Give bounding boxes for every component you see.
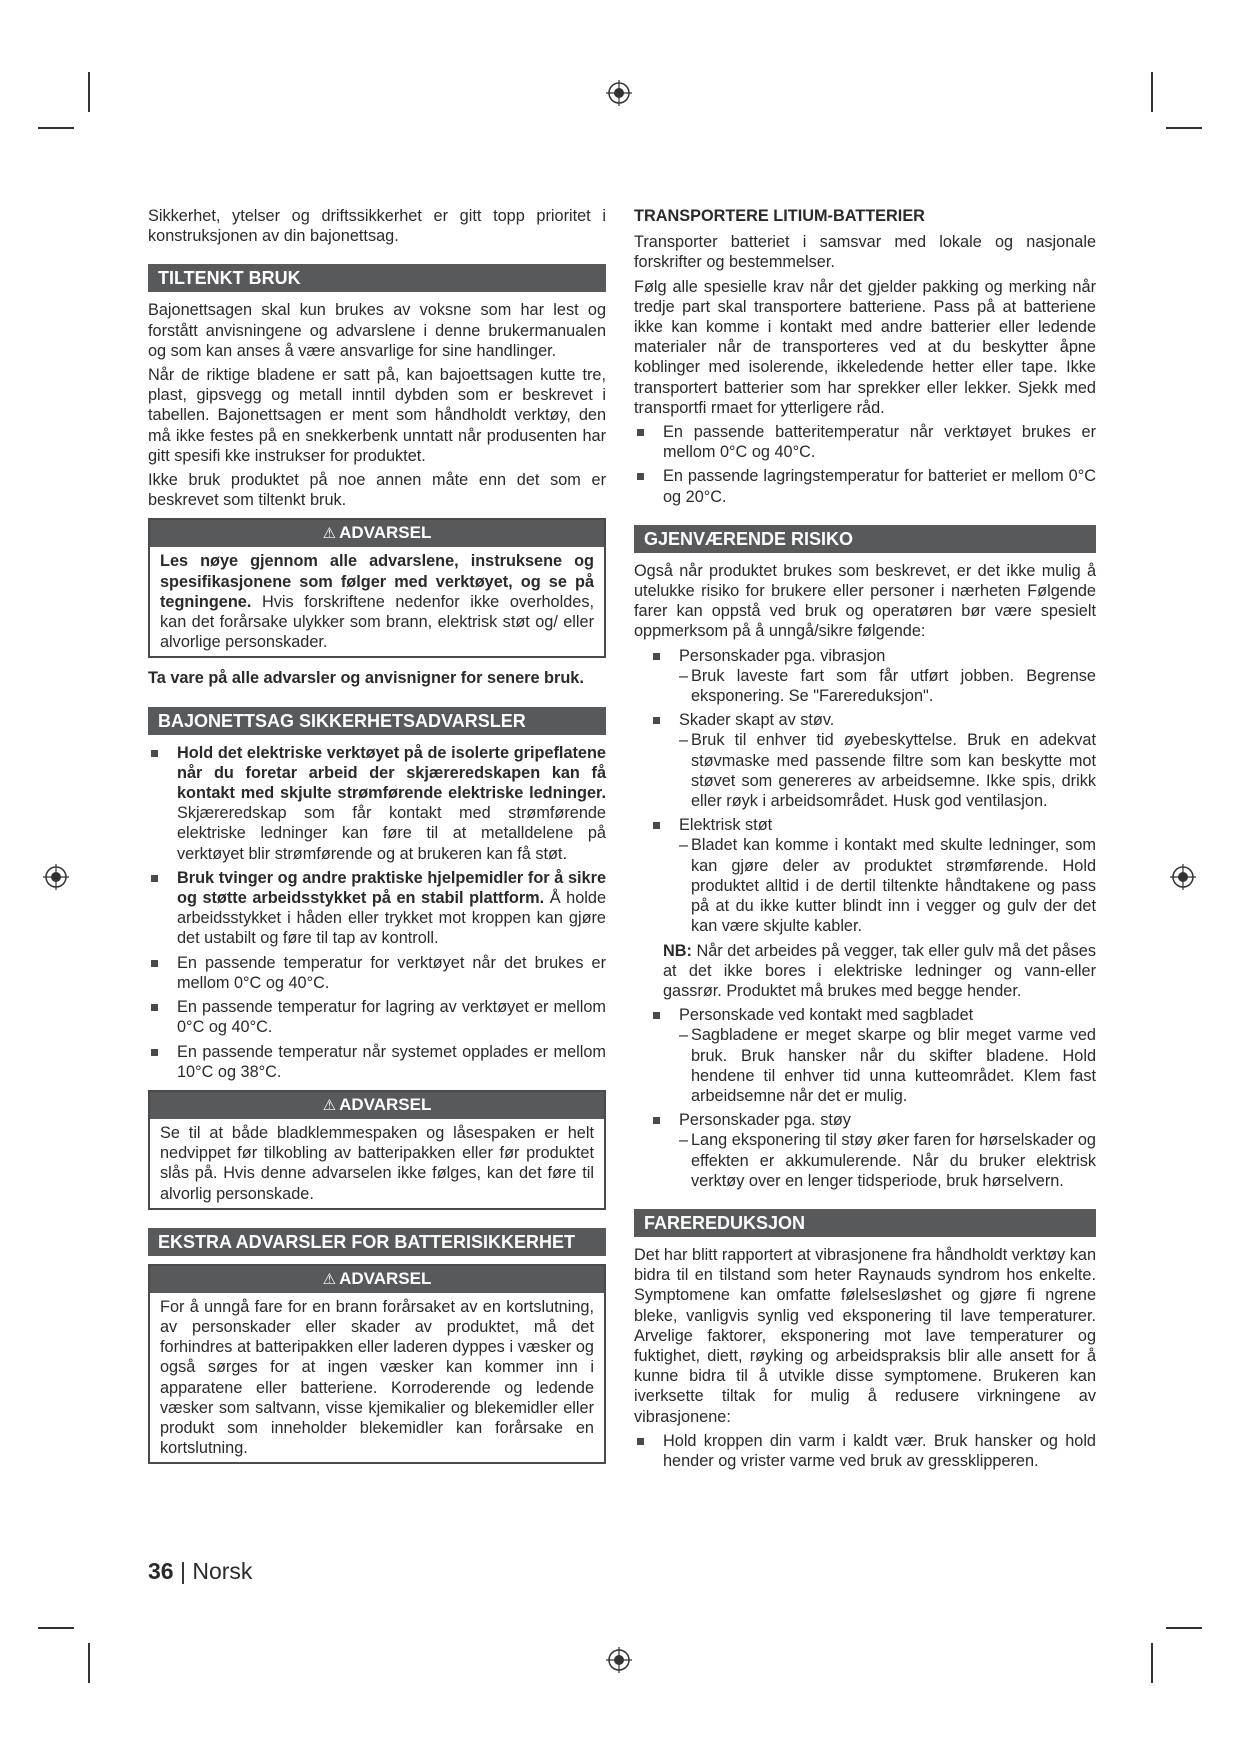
paragraph: Følg alle spesielle krav når det gjelder pakking og merking når tredje part skal transportere batteriene. Pass på at batteriene ikke kan komme i kontakt med andre batterier eller ledende materialer når de transporteres ved at du beskytter åpne koblinger med isolerende, ikkeledende hetter eller tape. Ikke transportert batterier som har sprekker eller lekker. Sjekk med transportfi rmaet for ytterligere råd. — [634, 277, 1096, 417]
warning-header: ⚠ ADVARSEL — [150, 1266, 604, 1293]
warning-header: ⚠ ADVARSEL — [150, 1092, 604, 1119]
heading-transport: TRANSPORTERE LITIUM-BATTERIER — [634, 207, 925, 225]
section-heading-hazard-reduction: FAREREDUKSJON — [634, 1209, 1096, 1237]
list-item: En passende temperatur for lagring av verktøyet er mellom 0°C og 40°C. — [148, 997, 606, 1037]
paragraph: Ikke bruk produktet på noe annen måte enn det som er beskrevet som tiltenkt bruk. — [148, 471, 606, 510]
intro-text: Sikkerhet, ytelser og driftssikkerhet er gitt topp prioritet i konstruksjonen av din bajonettsag. — [148, 207, 606, 246]
section-heading-residual-risk: GJENVÆRENDE RISIKO — [634, 525, 1096, 553]
warning-box: ⚠ ADVARSEL Se til at både bladklemmespaken og låsespaken er helt nedvippet før tilkobling av batteripakken eller før produktet slås på. Hvis denne advarselen ikke følges, kan det føre til alvorlig personskade. — [148, 1090, 606, 1210]
warning-box: ⚠ ADVARSEL Les nøye gjennom alle advarslene, instruksene og spesifikasjonene som følger med verktøyet, og se på tegningene. Hvis forskriftene nedenfor ikke overholdes, kan det forårsake ulykker som brann, elektrisk støt og/ eller alvorlige personskader. — [148, 518, 606, 658]
warning-triangle-icon: ⚠ — [322, 1096, 337, 1114]
page-number: 36 — [148, 1558, 174, 1584]
list-item: Personskader pga. vibrasjon – Bruk laveste fart som får utført jobben. Begrense eksponering. Se "Farereduksjon". — [650, 646, 1096, 707]
paragraph: Også når produktet brukes som beskrevet, er det ikke mulig å utelukke risiko for brukere eller personer i nærheten Følgende farer kan oppstå ved bruk og operatøren bør være spesielt oppmerksom på å unngå/sikre følgende: — [634, 561, 1096, 641]
list-item: Hold det elektriske verktøyet på de isolerte gripeflatene når du foretar arbeid der skjæreredskapen kan få kontakt med skjulte strømførende elektriske ledninger. Skjæreredskap som får kontakt med strømførende elektriske ledninger kan føre til at metalldelene på verktøyet blir strømførende og at brukeren kan få støt. — [148, 743, 606, 864]
paragraph: Bajonettsagen skal kun brukes av voksne som har lest og forstått anvisningene og advarslene i denne brukermanualen og som kan anses å være ansvarlige for sine handlinger. — [148, 301, 606, 360]
crop-mark — [38, 1627, 74, 1629]
crop-mark — [1151, 1643, 1153, 1683]
saw-safety-list — [148, 743, 606, 1082]
list-item: En passende batteritemperatur når verktøyet brukes er mellom 0°C og 40°C. — [634, 422, 1096, 462]
crop-mark — [1166, 1627, 1202, 1629]
section-heading-intended-use: TILTENKT BRUK — [148, 264, 606, 292]
sub-item: – Bruk laveste fart som får utført jobben. Begrense eksponering. Se "Farereduksjon". — [679, 666, 1096, 706]
hazard-list — [634, 1431, 1096, 1471]
nb-note: NB: Når det arbeides på vegger, tak eller gulv må det påses at det ikke bores i elektriske ledninger og vann-eller gassrør. Produktet må brukes med begge hender. — [663, 941, 1096, 1000]
crop-mark — [38, 127, 74, 129]
list-item: En passende temperatur når systemet opplades er mellom 10°C og 38°C. — [148, 1042, 606, 1082]
crop-mark — [88, 72, 90, 112]
paragraph: Det har blitt rapportert at vibrasjonene fra håndholdt verktøy kan bidra til en tilstand som heter Raynauds syndrom hos enkelte. Symptomene kan omfatte følelsesløshet og gjøre fi ngrene bleke, vanligvis synlig ved eksponering til lave temperaturer. Arvelige faktorer, eksponering mot lave temperaturer og fuktighet, diett, røyking og arbeidspraksis blir alle ansett for å kunne bidra til å utvikle disse symptomene. Brukeren kan iverksette tiltak for mulig å redusere virkningene av vibrasjonene: — [634, 1245, 1096, 1426]
section-heading-saw-safety: BAJONETTSAG SIKKERHETSADVARSLER — [148, 707, 606, 735]
section-heading-battery-safety: EKSTRA ADVARSLER FOR BATTERISIKKERHET — [148, 1228, 606, 1256]
list-item: Personskader pga. støy – Lang eksponering til støy øker faren for hørselskader og effekten er akkumulerende. Når du bruker elektrisk verktøy over en lenger tidsperiode, bruk hørselvern. — [650, 1110, 1096, 1191]
warning-triangle-icon: ⚠ — [322, 525, 337, 543]
crop-mark — [1151, 72, 1153, 112]
transport-list — [634, 422, 1096, 507]
sub-item: – Bruk til enhver tid øyebeskyttelse. Bruk en adekvat støvmaske med passende filtre som kan beskytte mot støvet som genereres av arbeidsemne. Ikke spis, drikk eller røyk i arbeidsområdet. Husk god ventilasjon. — [679, 730, 1096, 811]
list-item: En passende lagringstemperatur for batteriet er mellom 0°C og 20°C. — [634, 466, 1096, 506]
page-footer: 36 | Norsk — [148, 1558, 253, 1584]
list-item: Bruk tvinger og andre praktiske hjelpemidler for å sikre og støtte arbeidsstykket på en stabil plattform. Å holde arbeidsstykket i håden eller trykket mot kroppen kan gjøre det ustabilt og føre til tap av kontroll. — [148, 868, 606, 949]
list-item: Personskade ved kontakt med sagbladet – Sagbladene er meget skarpe og blir meget varme ved bruk. Bruk hansker når du skifter bladene. Hold hendene til enhver tid unna kutteområdet. Klem fast arbeidsemne når det er mulig. — [650, 1005, 1096, 1106]
crop-mark — [1166, 127, 1202, 129]
sub-item: – Sagbladene er meget skarpe og blir meget varme ved bruk. Bruk hansker når du skifter bladene. Hold hendene til enhver tid unna kutteområdet. Klem fast arbeidsemne når det er mulig. — [679, 1025, 1096, 1106]
registration-mark-icon — [604, 78, 634, 108]
sub-item: – Bladet kan komme i kontakt med skulte ledninger, som kan gjøre deler av produktet strømførende. Hold produktet alltid i de dertil tiltenkte håndtakene og pass på at du ikke kutter blindt inn i vegger og gulv der det kan være skjulte kabler. — [679, 835, 1096, 936]
residual-risk-list-2 — [634, 1005, 1096, 1191]
registration-mark-icon — [604, 1645, 634, 1675]
registration-mark-icon — [41, 862, 71, 892]
residual-risk-list — [634, 646, 1096, 937]
list-item: En passende temperatur for verktøyet når det brukes er mellom 0°C og 40°C. — [148, 953, 606, 993]
list-item: Hold kroppen din varm i kaldt vær. Bruk hansker og hold hender og vrister varme ved bruk av gressklipperen. — [634, 1431, 1096, 1471]
paragraph: Transporter batteriet i samsvar med lokale og nasjonale forskrifter og bestemmelser. — [634, 233, 1096, 272]
crop-mark — [88, 1643, 90, 1683]
warning-header: ⚠ ADVARSEL — [150, 520, 604, 547]
warning-box: ⚠ ADVARSEL For å unngå fare for en brann forårsaket av en kortslutning, av personskader eller skader av produktet, må det forhindres at batteripakken eller laderen dyppes i væsker og også sørges for at ingen væsker kan kommer inn i apparatene eller batteriene. Korroderende og ledende væsker som saltvann, visse kjemikalier og blekemidler eller produkt som inneholder blekemidler kan forårsake en kortslutning. — [148, 1264, 606, 1465]
registration-mark-icon — [1168, 862, 1198, 892]
sub-item: – Lang eksponering til støy øker faren for hørselskader og effekten er akkumulerende. Når du bruker elektrisk verktøy over en lenger tidsperiode, bruk hørselvern. — [679, 1130, 1096, 1191]
keep-instructions-note: Ta vare på alle advarsler og anvisnigner for senere bruk. — [148, 669, 584, 688]
right-column — [634, 206, 1096, 1475]
list-item: Elektrisk støt – Bladet kan komme i kontakt med skulte ledninger, som kan gjøre deler av produktet strømførende. Hold produktet alltid i de dertil tiltenkte håndtakene og pass på at du ikke kutter blindt inn i vegger og gulv der det kan være skjulte kabler. — [650, 815, 1096, 936]
list-item: Skader skapt av støv. – Bruk til enhver tid øyebeskyttelse. Bruk en adekvat støvmaske med passende filtre som kan beskytte mot støvet som genereres av arbeidsemne. Ikke spis, drikk eller røyk i arbeidsområdet. Husk god ventilasjon. — [650, 710, 1096, 811]
left-column — [148, 206, 606, 1474]
footer-language: Norsk — [192, 1558, 253, 1584]
warning-triangle-icon: ⚠ — [322, 1270, 337, 1288]
paragraph: Når de riktige bladene er satt på, kan bajoettsagen kutte tre, plast, gipsvegg og metall inntil dybden som er beskrevet i tabellen. Bajonettsagen er ment som håndholdt verktøy, den må ikke festes på en snekkerbenk unntatt når produsenten har gitt spesifi kke instrukser for produktet. — [148, 366, 606, 465]
